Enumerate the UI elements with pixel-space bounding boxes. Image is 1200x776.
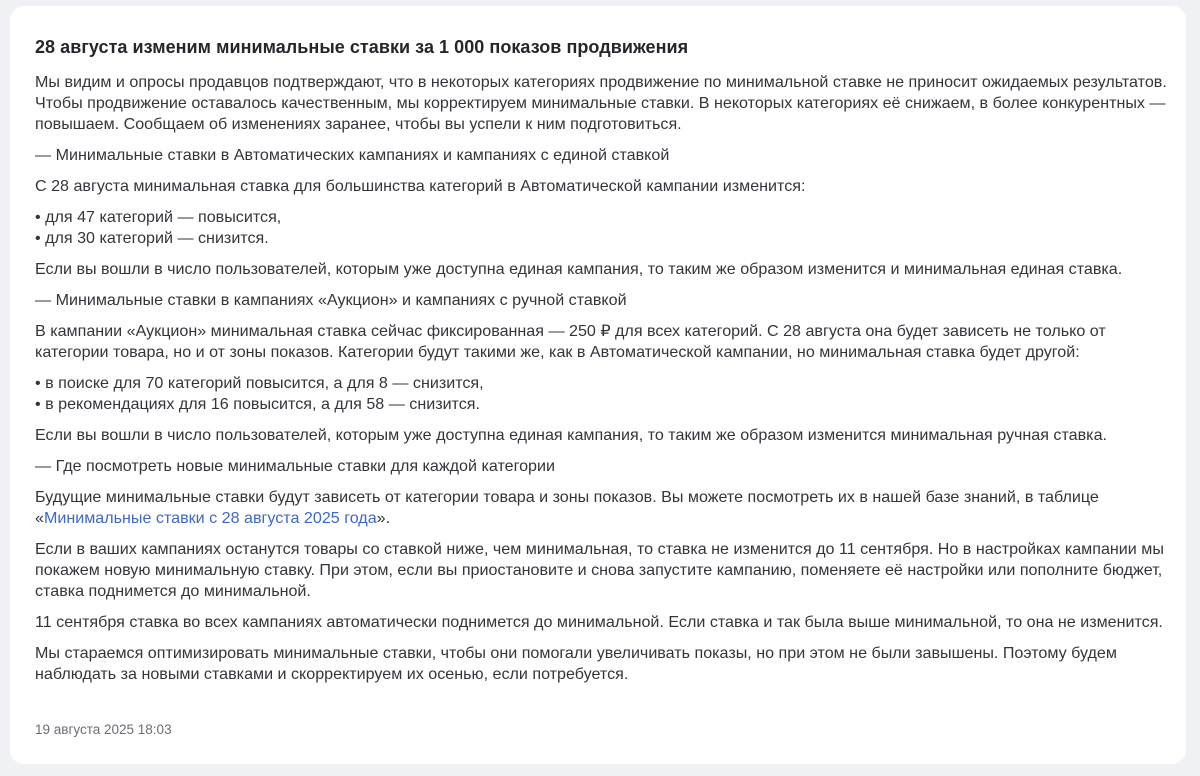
closing-paragraph: Мы стараемся оптимизировать минимальные ставки, чтобы они помогали увеличивать показы, но при этом не были завышены. Поэтому будем наблюдать за новыми ставками и скорректируем их осенью, если потребуется. <box>35 644 1117 683</box>
min-bids-table-link[interactable]: Минимальные ставки с 28 августа 2025 года <box>43 509 377 527</box>
post-body <box>35 72 1170 695</box>
list-item: • в поиске для 70 категорий повысится, а для 8 — снизится, <box>35 374 484 392</box>
section-text-before-link: Будущие минимальные ставки будут зависеть от категории товара и зоны показов. Вы можете посмотреть их в нашей базе знаний, в таблице « <box>35 488 1099 527</box>
section-text-after-link: ». <box>376 509 391 527</box>
intro-paragraph: Мы видим и опросы продавцов подтверждают, что в некоторых категориях продвижение по минимальной ставке не приносит ожидаемых результатов. Чтобы продвижение оставалось качественным, мы корректируем минимальные ставки. В некоторых категориях её снижаем, в более конкурентных — повышаем. Сообщаем об изменениях заранее, чтобы вы успели к ним подготовиться. <box>35 73 1167 133</box>
section-heading-where: — Где посмотреть новые минимальные ставки для каждой категории <box>35 457 555 475</box>
post-timestamp: 19 августа 2025 18:03 <box>35 722 172 737</box>
low-bids-paragraph: Если в ваших кампаниях останутся товары со ставкой ниже, чем минимальная, то ставка не изменится до 11 сентября. Но в настройках кампании мы покажем новую минимальную ставку. При этом, если вы приостановите и снова запустите кампанию, поменяете её настройки или пополните бюджет, ставка поднимется до минимальной. <box>35 540 1164 600</box>
post-title: 28 августа изменим минимальные ставки за 1 000 показов продвижения <box>35 37 689 57</box>
section-text-where <box>35 487 1170 529</box>
section-text-auction: В кампании «Аукцион» минимальная ставка сейчас фиксированная — 250 ₽ для всех категорий. С 28 августа она будет зависеть не только от категории товара, но и от зоны показов. Категории будут такими же, как в Автоматической кампании, но минимальная ставка будет другой: <box>35 322 1106 361</box>
section-text-auto: С 28 августа минимальная ставка для большинства категорий в Автоматической кампании изменится: <box>35 177 806 195</box>
sept11-paragraph: 11 сентября ставка во всех кампаниях автоматически поднимется до минимальной. Если ставка и так была выше минимальной, то она не изменится. <box>35 613 1163 631</box>
section-heading-auction: — Минимальные ставки в кампаниях «Аукцион» и кампаниях с ручной ставкой <box>35 291 627 309</box>
list-item: • для 47 категорий — повысится, <box>35 208 282 226</box>
section-heading-auto: — Минимальные ставки в Автоматических кампаниях и кампаниях с единой ставкой <box>35 146 670 164</box>
section-note-auction: Если вы вошли в число пользователей, которым уже доступна единая кампания, то таким же образом изменится минимальная ручная ставка. <box>35 426 1107 444</box>
section-note-auto: Если вы вошли в число пользователей, которым уже доступна единая кампания, то таким же образом изменится и минимальная единая ставка. <box>35 260 1123 278</box>
list-item: • для 30 категорий — снизится. <box>35 229 269 247</box>
list-item: • в рекомендациях для 16 повысится, а для 58 — снизится. <box>35 395 480 413</box>
news-card <box>10 6 1186 764</box>
